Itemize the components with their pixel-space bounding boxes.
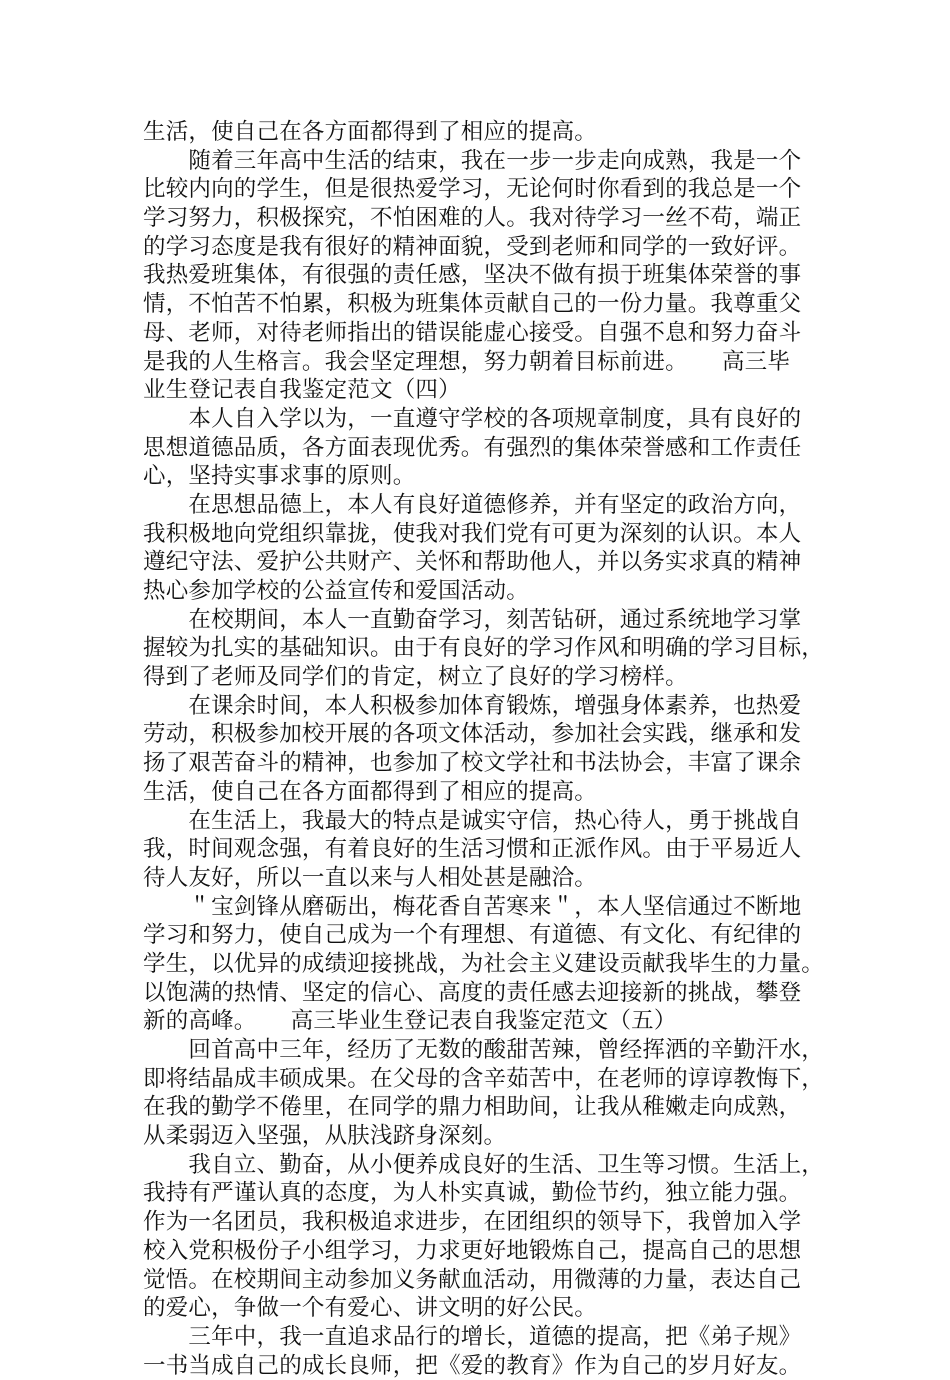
text-line: 我，时间观念强，有着良好的生活习惯和正派作风。由于平易近人 — [143, 836, 802, 863]
text-line: 作为一名团员，我积极追求进步，在团组织的领导下，我曾加入学 — [143, 1209, 802, 1236]
text-line: 即将结晶成丰硕成果。在父母的含辛茹苦中，在老师的谆谆教悔下， — [143, 1065, 825, 1092]
text-line: 扬了艰苦奋斗的精神，也参加了校文学社和书法协会，丰富了课余 — [143, 750, 802, 777]
text-line: 情，不怕苦不怕累，积极为班集体贡献自己的一份力量。我尊重父 — [143, 291, 802, 318]
text-line: 学习和努力，使自己成为一个有理想、有道德、有文化、有纪律的 — [143, 922, 802, 949]
text-line: 以饱满的热情、坚定的信心、高度的责任感去迎接新的挑战，攀登 — [143, 979, 802, 1006]
text-line: 业生登记表自我鉴定范文（四） — [143, 377, 461, 404]
text-line: 母、老师，对待老师指出的错误能虚心接受。自强不息和努力奋斗 — [143, 319, 802, 346]
text-line: 我持有严谨认真的态度，为人朴实真诚，勤俭节约，独立能力强。 — [143, 1180, 802, 1207]
text-line: 在校期间，本人一直勤奋学习，刻苦钻研，通过系统地学习掌 — [143, 606, 802, 633]
text-line: 从柔弱迈入坚强，从肤浅跻身深刻。 — [143, 1123, 507, 1150]
text-line: 我热爱班集体，有很强的责任感，坚决不做有损于班集体荣誉的事 — [143, 262, 802, 289]
text-line: 本人自入学以为，一直遵守学校的各项规章制度，具有良好的 — [143, 405, 802, 432]
text-line: 在课余时间，本人积极参加体育锻炼，增强身体素养，也热爱 — [143, 692, 802, 719]
text-line: 我自立、勤奋，从小便养成良好的生活、卫生等习惯。生活上， — [143, 1151, 825, 1178]
text-line: 回首高中三年，经历了无数的酸甜苦辣，曾经挥洒的辛勤汗水， — [143, 1037, 825, 1063]
text-line: 生活，使自己在各方面都得到了相应的提高。 — [143, 119, 598, 145]
text-line: 思想道德品质，各方面表现优秀。有强烈的集体荣誉感和工作责任 — [143, 434, 802, 461]
text-line: 的爱心，争做一个有爱心、讲文明的好公民。 — [143, 1295, 598, 1322]
text-line: 比较内向的学生，但是很热爱学习，无论何时你看到的我总是一个 — [143, 176, 802, 203]
document-text-body — [143, 118, 823, 1380]
text-line: 校入党积极份子小组学习，力求更好地锻炼自己，提高自己的思想 — [143, 1237, 802, 1264]
text-line: 觉悟。在校期间主动参加义务献血活动，用微薄的力量，表达自己 — [143, 1266, 802, 1293]
text-line: 是我的人生格言。我会坚定理想，努力朝着目标前进。 高三毕 — [143, 348, 791, 375]
text-line: 待人友好，所以一直以来与人相处甚是融洽。 — [143, 864, 598, 891]
text-line: 在我的勤学不倦里，在同学的鼎力相助间，让我从稚嫩走向成熟， — [143, 1094, 802, 1121]
text-line: 心，坚持实事求事的原则。 — [143, 463, 416, 490]
text-line: 在思想品德上，本人有良好道德修养，并有坚定的政治方向， — [143, 491, 802, 518]
text-line: 劳动，积极参加校开展的各项文体活动，参加社会实践，继承和发 — [143, 721, 802, 748]
text-line: 三年中，我一直追求品行的增长，道德的提高，把《弟子规》 — [143, 1323, 802, 1350]
text-line: 学习努力，积极探究，不怕困难的人。我对待学习一丝不苟，端正 — [143, 205, 802, 232]
text-line: 遵纪守法、爱护公共财产、关怀和帮助他人，并以务实求真的精神 — [143, 549, 802, 576]
text-line: 新的高峰。 高三毕业生登记表自我鉴定范文（五） — [143, 1008, 677, 1035]
text-line: 得到了老师及同学们的肯定，树立了良好的学习榜样。 — [143, 664, 688, 691]
text-line: 随着三年高中生活的结束，我在一步一步走向成熟，我是一个 — [143, 147, 802, 174]
text-line: 的学习态度是我有很好的精神面貌，受到老师和同学的一致好评。 — [143, 233, 802, 260]
text-line: 热心参加学校的公益宣传和爱国活动。 — [143, 578, 529, 604]
text-line: 生活，使自己在各方面都得到了相应的提高。 — [143, 778, 598, 805]
text-line: 学生，以优异的成绩迎接挑战，为社会主义建设贡献我毕生的力量。 — [143, 950, 825, 977]
text-line: 一书当成自己的成长良师，把《爱的教育》作为自己的岁月好友。 — [143, 1352, 802, 1379]
text-line: 我积极地向党组织靠拢，使我对我们党有可更为深刻的认识。本人 — [143, 520, 802, 547]
text-line: 握较为扎实的基础知识。由于有良好的学习作风和明确的学习目标， — [143, 635, 825, 662]
text-line: ＂宝剑锋从磨砺出，梅花香自苦寒来＂，本人坚信通过不断地 — [143, 893, 802, 920]
text-line: 在生活上，我最大的特点是诚实守信，热心待人，勇于挑战自 — [143, 807, 802, 834]
